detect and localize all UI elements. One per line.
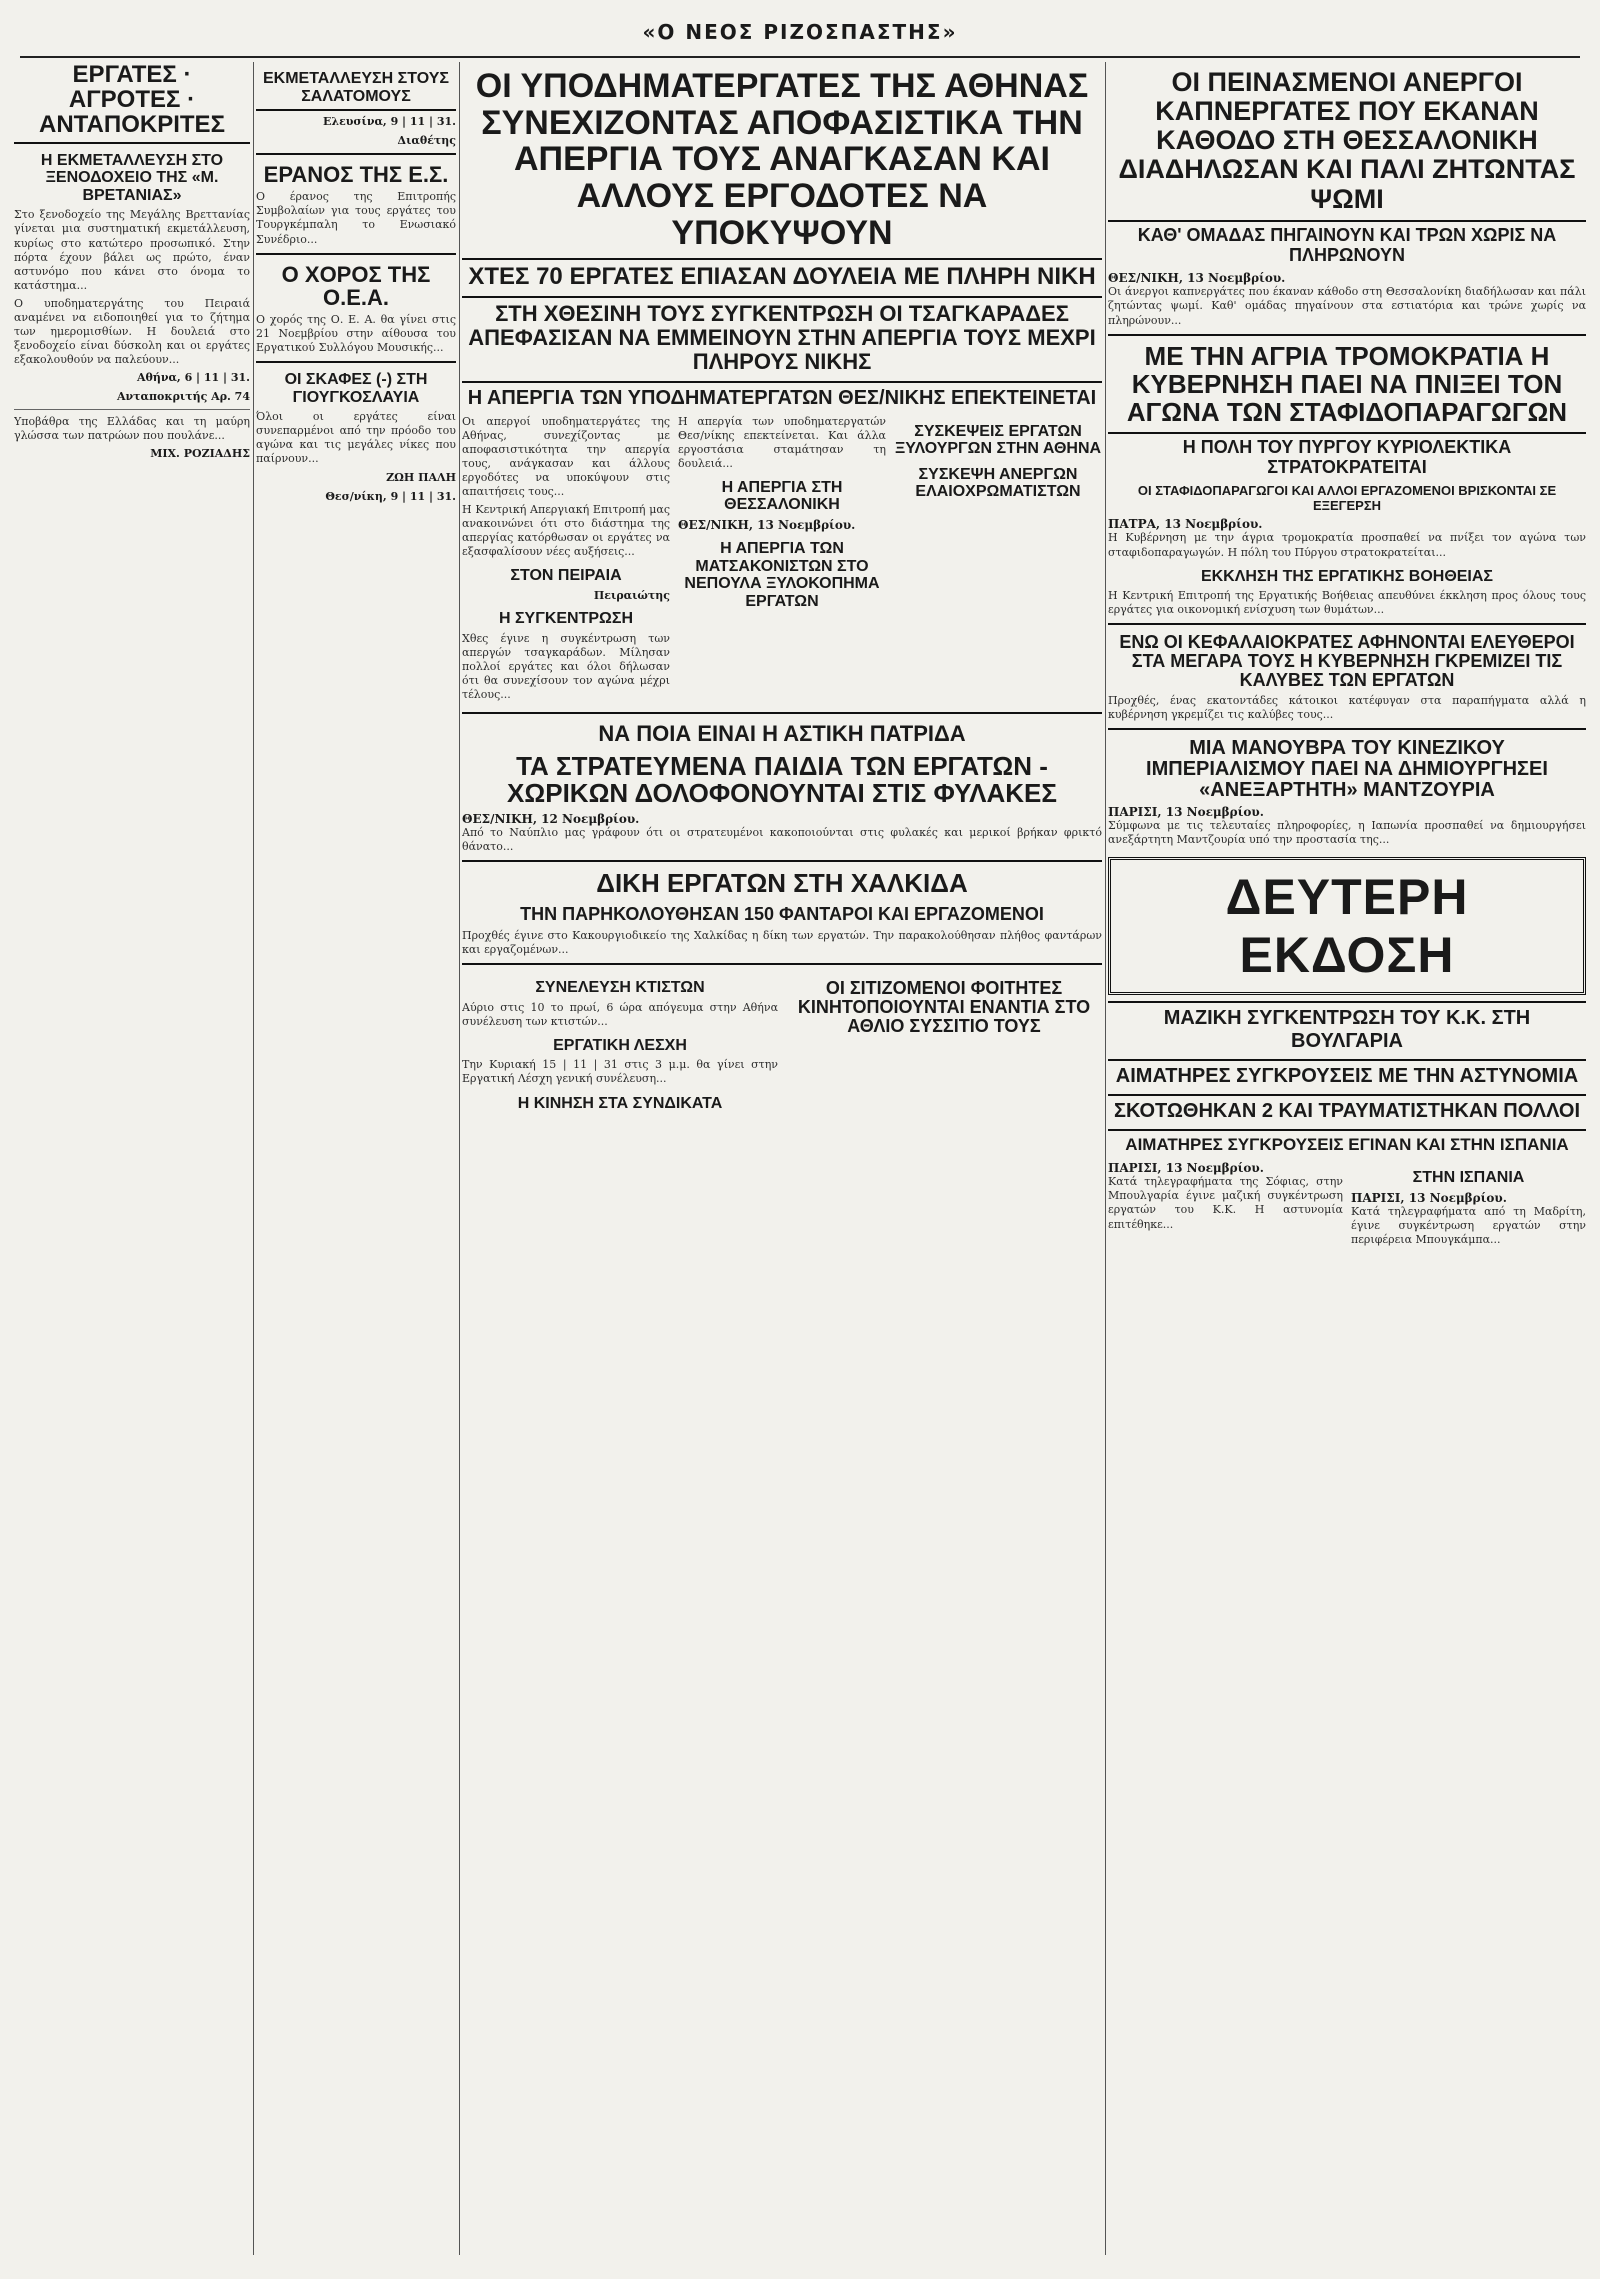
article-body: Η απεργία των υποδηματεργατών Θεσ/νίκης επεκτείνεται. Και άλλα εργοστάσια σταμάτησαν τη δουλειά... <box>678 414 886 470</box>
dateline: ΠΑΡΙΣΙ, 13 Νοεμβρίου. <box>1108 805 1264 820</box>
article-body: Η Κυβέρνηση με την άγρια τρομοκρατία προσπαθεί να πνίξει τον αγώνα των σταφιδοπαραγωγών. Η πόλη του Πύργου στρατοκρατείται... <box>1108 531 1586 559</box>
article-body: Προχθές, ένας εκατοντάδες κάτοικοι κατέφυγαν στα παραπήγματα αλλά η κυβέρνηση γκρεμίζει τις καλύβες τους... <box>1108 694 1586 722</box>
article-body: Υποβάθρα της Ελλάδας και τη μαύρη γλώσσα των πατρώων που πουλάνε... <box>14 415 250 443</box>
subhead: Η ΚΙΝΗΣΗ ΣΤΑ ΣΥΝΔΙΚΑΤΑ <box>517 1094 723 1112</box>
edition-deck: ΑΙΜΑΤΗΡΕΣ ΣΥΓΚΡΟΥΣΕΙΣ ΕΓΙΝΑΝ ΚΑΙ ΣΤΗΝ ΙΣΠΑΝΙΑ <box>1108 1129 1586 1155</box>
article-body: Οι απεργοί υποδηματεργάτες της Αθήνας, συνεχίζοντας με αποφασιστικότητα την απεργία τους, ανάγκασαν και άλλους εργοδότες να υποκύψουν στις απαιτήσεις τους... <box>462 414 670 498</box>
subhead: Η ΑΠΕΡΓΙΑ ΤΩΝ ΜΑΤΣΑΚΟΝΙΣΤΩΝ ΣΤΟ ΝΕΠΟΥΛΑ ΞΥΛΟΚΟΠΗΜΑ ΕΡΓΑΤΩΝ <box>684 540 880 610</box>
subhead: ΕΡΓΑΤΙΚΗ ΛΕΣΧΗ <box>553 1036 687 1054</box>
edition-deck: ΜΑΖΙΚΗ ΣΥΓΚΕΝΤΡΩΣΗ ΤΟΥ Κ.Κ. ΣΤΗ ΒΟΥΛΓΑΡΙΑ <box>1108 1001 1586 1053</box>
dateline: Θεσ/νίκη, 9 | 11 | 31. <box>325 489 456 503</box>
byline: Διαθέτης <box>397 134 456 148</box>
article-headline: ΤΑ ΣΤΡΑΤΕΥΜΕΝΑ ΠΑΙΔΙΑ ΤΩΝ ΕΡΓΑΤΩΝ - ΧΩΡΙΚΩΝ ΔΟΛΟΦΟΝΟΥΝΤΑΙ ΣΤΙΣ ΦΥΛΑΚΕΣ <box>507 751 1057 809</box>
subhead: ΣΥΣΚΕΨΗ ΑΝΕΡΓΩΝ ΕΛΑΙΟΧΡΩΜΑΤΙΣΤΩΝ <box>915 465 1081 501</box>
column-right <box>1108 62 1586 2255</box>
dateline: Ελευσίνα, 9 | 11 | 31. <box>322 115 456 129</box>
dateline: Αθήνα, 6 | 11 | 31. <box>136 371 250 385</box>
article-headline: ΕΚΜΕΤΑΛΛΕΥΣΗ ΣΤΟΥΣ ΣΑΛΑΤΟΜΟΥΣ <box>256 70 456 111</box>
article-body: Όλοι οι εργάτες είναι συνεπαρμένοι από την πρόοδο του αγώνα και τις μεγάλες νίκες που παίρνουν... <box>256 410 456 466</box>
dateline: ΠΑΡΙΣΙ, 13 Νοεμβρίου. <box>1108 1161 1264 1176</box>
article-headline: ΜΙΑ ΜΑΝΟΥΒΡΑ ΤΟΥ ΚΙΝΕΖΙΚΟΥ ΙΜΠΕΡΙΑΛΙΣΜΟΥ ΠΑΕΙ ΝΑ ΔΗΜΙΟΥΡΓΗΣΕΙ «ΑΝΕΞΑΡΤΗΤΗ» ΜΑΝΤΖΟΥΡΙΑ <box>1146 737 1548 802</box>
article-body: Ο υποδηματεργάτης του Πειραιά αναμένει να ειδοποιηθεί για το ζήτημα των ημερομισθίων. Η δουλειά στο ξενοδοχείο είναι δύσκολη και οι εργάτες εξακολουθούν να παλεύουν... <box>14 296 250 367</box>
section-kicker: ΕΡΓΑΤΕΣ · ΑΓΡΟΤΕΣ · ΑΝΤΑΠΟΚΡΙΤΕΣ <box>14 62 250 144</box>
article-body: Σύμφωνα με τις τελευταίες πληροφορίες, η Ιαπωνία προσπαθεί να δημιουργήσει ανεξάρτητη Μαντζουρία υπό την προστασία της... <box>1108 819 1586 847</box>
dateline: ΠΑΤΡΑ, 13 Νοεμβρίου. <box>1108 517 1263 532</box>
article-body: Οι άνεργοι καπνεργάτες που έκαναν κάθοδο στη Θεσσαλονίκη διαδήλωσαν και πάλι ζητώντας ψωμί. Καθ' ομάδας πηγαίνουν στα εστιατόρια και τρώνε χωρίς να πληρώνουν... <box>1108 285 1586 327</box>
article-headline: ΟΙ ΣΚΑΦΕΣ (-) ΣΤΗ ΓΙΟΥΓΚΟΣΛΑΥΙΑ <box>284 371 428 406</box>
article-headline: ΝΑ ΠΟΙΑ ΕΙΝΑΙ Η ΑΣΤΙΚΗ ΠΑΤΡΙΔΑ <box>598 720 966 746</box>
lead-deck: Η ΑΠΕΡΓΙΑ ΤΩΝ ΥΠΟΔΗΜΑΤΕΡΓΑΤΩΝ ΘΕΣ/ΝΙΚΗΣ ΕΠΕΚΤΕΙΝΕΤΑΙ <box>462 381 1102 409</box>
lead-headline: ΟΙ ΠΕΙΝΑΣΜΕΝΟΙ ΑΝΕΡΓΟΙ ΚΑΠΝΕΡΓΑΤΕΣ ΠΟΥ ΕΚΑΝΑΝ ΚΑΘΟΔΟ ΣΤΗ ΘΕΣΣΑΛΟΝΙΚΗ ΔΙΑΔΗΛΩΣΑΝ ΚΑΙ ΠΑΛΙ ΖΗΤΩΝΤΑΣ ΨΩΜΙ <box>1118 67 1576 214</box>
article-body: Χθες έγινε η συγκέντρωση των απεργών τσαγκαράδων. Μίλησαν πολλοί εργάτες και όλοι δήλωσαν ότι θα συνεχίσουν τον αγώνα μέχρι τέλους... <box>462 631 670 701</box>
subhead: ΣΤΟΝ ΠΕΙΡΑΙΑ <box>510 567 622 585</box>
byline: ΜΙΧ. ΡΟΖΙΑΔΗΣ <box>150 447 250 461</box>
article-headline: ΜΕ ΤΗΝ ΑΓΡΙΑ ΤΡΟΜΟΚΡΑΤΙΑ Η ΚΥΒΕΡΝΗΣΗ ΠΑΕΙ ΝΑ ΠΝΙΞΕΙ ΤΟΝ ΑΓΩΝΑ ΤΩΝ ΣΤΑΦΙΔΟΠΑΡΑΓΩΓΩΝ <box>1126 340 1568 427</box>
byline: Πειραιώτης <box>593 588 670 602</box>
byline: Ανταποκριτής Αρ. 74 <box>116 390 250 404</box>
article-body: Αύριο στις 10 το πρωί, 6 ώρα απόγευμα στην Αθήνα συνέλευση των κτιστών... <box>462 1000 778 1028</box>
subhead: ΣΥΣΚΕΨΕΙΣ ΕΡΓΑΤΩΝ ΞΥΛΟΥΡΓΩΝ ΣΤΗΝ ΑΘΗΝΑ <box>894 422 1102 458</box>
lead-deck: ΧΤΕΣ 70 ΕΡΓΑΤΕΣ ΕΠΙΑΣΑΝ ΔΟΥΛΕΙΑ ΜΕ ΠΛΗΡΗ ΝΙΚΗ <box>462 258 1102 290</box>
edition-deck: ΑΙΜΑΤΗΡΕΣ ΣΥΓΚΡΟΥΣΕΙΣ ΜΕ ΤΗΝ ΑΣΤΥΝΟΜΙΑ <box>1108 1059 1586 1088</box>
article-body: Από το Ναύπλιο μας γράφουν ότι οι στρατευμένοι κακοποιούνται στις φυλακές και μερικοί βρήκαν φρικτό θάνατο... <box>462 825 1102 853</box>
article-body: Ο χορός της Ο. Ε. Α. θα γίνει στις 21 Νοεμβρίου στην αίθουσα του Εργατικού Συλλόγου Μουσικής... <box>256 312 456 354</box>
story-columns <box>462 415 1102 706</box>
dateline: ΘΕΣ/ΝΙΚΗ, 12 Νοεμβρίου. <box>462 811 640 826</box>
article-deck: Η ΠΟΛΗ ΤΟΥ ΠΥΡΓΟΥ ΚΥΡΙΟΛΕΚΤΙΚΑ ΣΤΡΑΤΟΚΡΑΤΕΙΤΑΙ <box>1108 432 1586 478</box>
edition-deck: ΣΚΟΤΩΘΗΚΑΝ 2 ΚΑΙ ΤΡΑΥΜΑΤΙΣΤΗΚΑΝ ΠΟΛΛΟΙ <box>1108 1094 1586 1123</box>
article-headline: ΕΡΑΝΟΣ ΤΗΣ Ε.Σ. <box>263 162 449 188</box>
dateline: ΠΑΡΙΣΙ, 13 Νοεμβρίου. <box>1351 1190 1507 1205</box>
dateline: ΘΕΣ/ΝΙΚΗ, 13 Νοεμβρίου. <box>1108 271 1286 286</box>
byline: ΖΩΗ ΠΑΛΗ <box>386 470 456 484</box>
article-body: Κατά τηλεγραφήματα από τη Μαδρίτη, έγινε συγκέντρωση εργατών στην περιφέρεια Μπουγκάμπα... <box>1351 1204 1586 1247</box>
subhead: ΣΤΗΝ ΙΣΠΑΝΙΑ <box>1412 1169 1525 1187</box>
column-1 <box>14 62 250 2255</box>
edition-banner: ΔΕΥΤΕΡΗ ΕΚΔΟΣΗ <box>1108 857 1586 995</box>
dateline: ΘΕΣ/ΝΙΚΗ, 13 Νοεμβρίου. <box>678 518 856 533</box>
article-body: Στο ξενοδοχείο της Μεγάλης Βρεττανίας γίνεται μια συστηματική εκμετάλλευση, κυρίως στο κατώτερο προσωπικό. Στην πόρτα έχουν βάλει ως πρώτο, έναν αστυνόμο που κάνει στο όνομα το κατάστημα... <box>14 208 250 292</box>
subhead: ΣΥΝΕΛΕΥΣΗ ΚΤΙΣΤΩΝ <box>535 979 705 996</box>
article-deck: ΤΗΝ ΠΑΡΗΚΟΛΟΥΘΗΣΑΝ 150 ΦΑΝΤΑΡΟΙ ΚΑΙ ΕΡΓΑΖΟΜΕΝΟΙ <box>520 904 1044 925</box>
article-headline: Η ΕΚΜΕΤΑΛΛΕΥΣΗ ΣΤΟ ΞΕΝΟΔΟΧΕΙΟ ΤΗΣ «Μ. ΒΡΕΤΑΝΙΑΣ» <box>40 151 224 204</box>
article-body: Η Κεντρική Επιτροπή της Εργατικής Βοήθειας απευθύνει έκκληση προς όλους τους εργάτες για οικονομική ενίσχυση των θυμάτων... <box>1108 589 1586 617</box>
article-headline: Ο ΧΟΡΟΣ ΤΗΣ Ο.Ε.Α. <box>281 261 431 310</box>
masthead-strip <box>20 20 1580 58</box>
lead-deck: ΣΤΗ ΧΘΕΣΙΝΗ ΤΟΥΣ ΣΥΓΚΕΝΤΡΩΣΗ ΟΙ ΤΣΑΓΚΑΡΑΔΕΣ ΑΠΕΦΑΣΙΣΑΝ ΝΑ ΕΜΜΕΙΝΟΥΝ ΣΤΗΝ ΑΠΕΡΓΙΑ ΤΟΥΣ ΜΕΧΡΙ ΠΛΗΡΟΥΣ ΝΙΚΗΣ <box>462 296 1102 375</box>
article-body: Ο έρανος της Επιτροπής Συμβολαίων για τους εργάτες του Τουργκέμπαλη το Ενωσιακό Συνέδριο... <box>256 190 456 246</box>
article-body: Προχθές έγινε στο Κακουργιοδικείο της Χαλκίδας η δίκη των εργατών. Την παρακολούθησαν πλήθος φαντάρων και εργαζομένων... <box>462 928 1102 956</box>
running-title: «Ο ΝΕΟΣ ΡΙΖΟΣΠΑΣΤΗΣ» <box>642 20 958 44</box>
subhead: ΕΚΚΛΗΣΗ ΤΗΣ ΕΡΓΑΤΙΚΗΣ ΒΟΗΘΕΙΑΣ <box>1200 567 1494 585</box>
article-headline: ΕΝΩ ΟΙ ΚΕΦΑΛΑΙΟΚΡΑΤΕΣ ΑΦΗΝΟΝΤΑΙ ΕΛΕΥΘΕΡΟΙ ΣΤΑ ΜΕΓΑΡΑ ΤΟΥΣ Η ΚΥΒΕΡΝΗΣΗ ΓΚΡΕΜΙΖΕΙ ΤΙΣ ΚΑΛΥΒΕΣ ΤΩΝ ΕΡΓΑΤΩΝ <box>1119 632 1575 691</box>
article-headline: ΟΙ ΣΙΤΙΖΟΜΕΝΟΙ ΦΟΙΤΗΤΕΣ ΚΙΝΗΤΟΠΟΙΟΥΝΤΑΙ ΕΝΑΝΤΙΑ ΣΤΟ ΑΘΛΙΟ ΣΥΣΣΙΤΙΟ ΤΟΥΣ <box>797 978 1091 1036</box>
article-body: Την Κυριακή 15 | 11 | 31 στις 3 μ.μ. θα γίνει στην Εργατική Λέσχη γενική συνέλευση... <box>462 1058 778 1086</box>
article-body: Η Κεντρική Απεργιακή Επιτροπή μας ανακοινώνει ότι στο διάστημα της απεργίας κατόρθωσαν οι εργάτες να εξασφαλίσουν νέες αυξήσεις... <box>462 503 670 559</box>
article-body: Κατά τηλεγραφήματα της Σόφιας, στην Μπουλγαρία έγινε μαζική συγκέντρωση εργατών του Κ.Κ. Η αστυνομία επιτέθηκε... <box>1108 1175 1343 1231</box>
article-headline: ΔΙΚΗ ΕΡΓΑΤΩΝ ΣΤΗ ΧΑΛΚΙΔΑ <box>596 867 968 898</box>
lead-headline: ΟΙ ΥΠΟΔΗΜΑΤΕΡΓΑΤΕΣ ΤΗΣ ΑΘΗΝΑΣ ΣΥΝΕΧΙΖΟΝΤΑΣ ΑΠΟΦΑΣΙΣΤΙΚΑ ΤΗΝ ΑΠΕΡΓΙΑ ΤΟΥΣ ΑΝΑΓΚΑΣΑΝ ΚΑΙ ΑΛΛΟΥΣ ΕΡΓΟΔΟΤΕΣ ΝΑ ΥΠΟΚΥΨΟΥΝ <box>475 67 1089 252</box>
subhead: Η ΣΥΓΚΕΝΤΡΩΣΗ <box>498 609 634 627</box>
column-2 <box>256 62 456 2255</box>
lead-deck: ΚΑΘ' ΟΜΑΔΑΣ ΠΗΓΑΙΝΟΥΝ ΚΑΙ ΤΡΩΝ ΧΩΡΙΣ ΝΑ ΠΛΗΡΩΝΟΥΝ <box>1108 220 1586 266</box>
subhead: Η ΑΠΕΡΓΙΑ ΣΤΗ ΘΕΣΣΑΛΟΝΙΚΗ <box>721 478 843 514</box>
article-deck: ΟΙ ΣΤΑΦΙΔΟΠΑΡΑΓΩΓΟΙ ΚΑΙ ΑΛΛΟΙ ΕΡΓΑΖΟΜΕΝΟΙ ΒΡΙΣΚΟΝΤΑΙ ΣΕ ΕΞΕΓΕΡΣΗ <box>1137 483 1557 514</box>
column-main <box>462 62 1102 2255</box>
